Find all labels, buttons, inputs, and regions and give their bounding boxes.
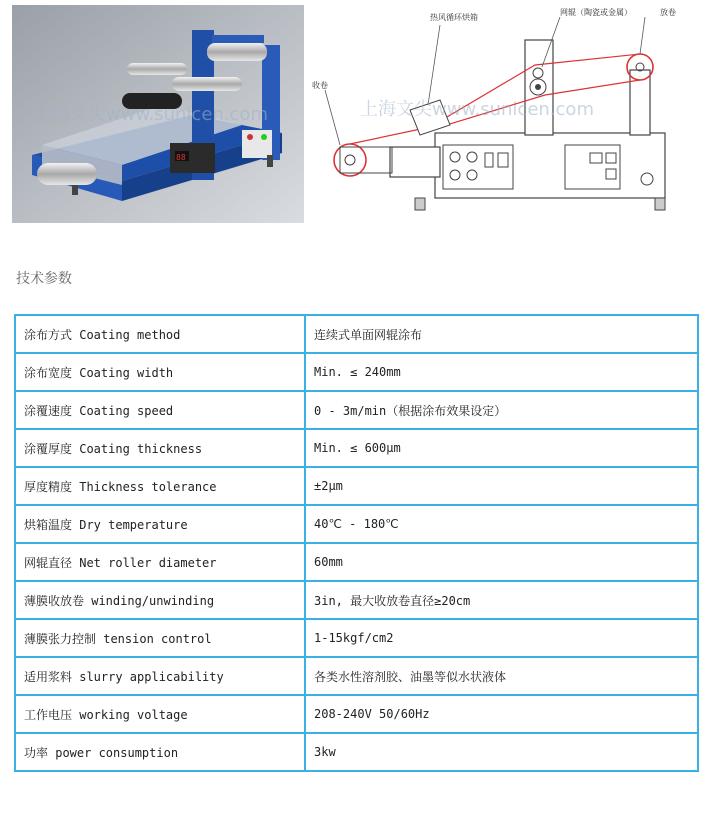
spec-row (15, 353, 698, 391)
spec-value: Min. ≤ 600μm (305, 429, 698, 467)
spec-value: 各类水性溶剂胶、油墨等似水状液体 (305, 657, 698, 695)
spec-row (15, 391, 698, 429)
label-unwind: 放卷 (660, 8, 676, 17)
spec-row (15, 315, 698, 353)
spec-table (14, 314, 699, 772)
product-images (0, 0, 713, 230)
label-dryer: 热风循环烘箱 (430, 13, 478, 22)
spec-row (15, 467, 698, 505)
machine-diagram (310, 5, 710, 223)
spec-key: 厚度精度 Thickness tolerance (15, 467, 305, 505)
spec-row (15, 505, 698, 543)
spec-value: 40℃ - 180℃ (305, 505, 698, 543)
spec-value: 3in, 最大收放卷直径≥20cm (305, 581, 698, 619)
spec-value: 3kw (305, 733, 698, 771)
section-title: 技术参数 (16, 271, 72, 287)
spec-row (15, 619, 698, 657)
spec-key: 功率 power consumption (15, 733, 305, 771)
spec-row (15, 733, 698, 771)
diagram-watermark: 上海文尖www.sunicen.com (360, 99, 594, 120)
spec-key: 涂覆速度 Coating speed (15, 391, 305, 429)
spec-key: 适用浆料 slurry applicability (15, 657, 305, 695)
spec-key: 工作电压 working voltage (15, 695, 305, 733)
spec-value: 60mm (305, 543, 698, 581)
spec-value: 208-240V 50/60Hz (305, 695, 698, 733)
spec-row (15, 657, 698, 695)
spec-key: 烘箱温度 Dry temperature (15, 505, 305, 543)
spec-key: 网辊直径 Net roller diameter (15, 543, 305, 581)
spec-key: 涂布方式 Coating method (15, 315, 305, 353)
spec-row (15, 429, 698, 467)
spec-key: 薄膜收放卷 winding/unwinding (15, 581, 305, 619)
spec-value: Min. ≤ 240mm (305, 353, 698, 391)
spec-value: 连续式单面网辊涂布 (305, 315, 698, 353)
spec-row (15, 581, 698, 619)
label-rewind: 收卷 (312, 81, 328, 90)
spec-value: 0 - 3m/min（根据涂布效果设定） (305, 391, 698, 429)
spec-key: 涂覆厚度 Coating thickness (15, 429, 305, 467)
svg-text:88: 88 (176, 153, 186, 162)
spec-key: 涂布宽度 Coating width (15, 353, 305, 391)
photo-watermark: 上海文尖www.sunicen.com (34, 104, 268, 125)
spec-key: 薄膜张力控制 tension control (15, 619, 305, 657)
label-roller: 网辊（陶瓷或金属） (560, 8, 632, 17)
spec-value: ±2μm (305, 467, 698, 505)
spec-row (15, 543, 698, 581)
spec-row (15, 695, 698, 733)
machine-photo (12, 5, 304, 223)
spec-value: 1-15kgf/cm2 (305, 619, 698, 657)
